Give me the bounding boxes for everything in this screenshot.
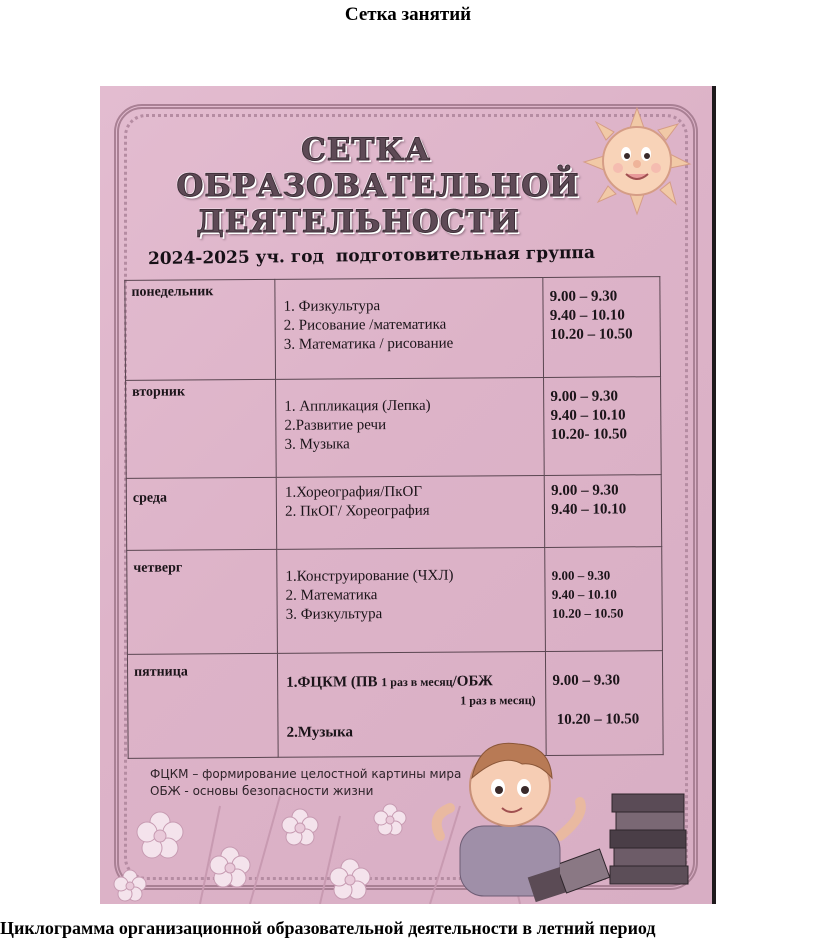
time: 10.20 – 10.50	[549, 326, 633, 343]
subject-main: 1.ФЦКМ (ПВ	[286, 674, 382, 691]
time: 9.40 – 10.10	[550, 407, 626, 424]
subject: 3. Музыка	[284, 436, 350, 453]
table-row	[126, 475, 661, 551]
subject: 1. Физкультура	[283, 298, 381, 315]
time: 9.00 – 9.30	[550, 388, 619, 405]
time: 9.00 – 9.30	[552, 672, 621, 689]
table-row	[127, 547, 663, 655]
subject: 2. Математика	[285, 587, 378, 604]
time: 9.40 – 10.10	[549, 307, 625, 324]
day-thursday: четверг	[127, 549, 278, 654]
subject-tail: /ОБЖ	[452, 673, 493, 690]
times-cell	[545, 475, 662, 548]
subject-note: 1 раз в месяц)	[460, 693, 536, 708]
books-illustration	[560, 776, 690, 896]
document-footer-heading: Циклограмма организационной образовательной деятельности в летний период	[0, 918, 656, 938]
subject: 1.Конструирование (ЧХЛ)	[285, 567, 454, 585]
table-row	[125, 277, 661, 381]
subject: 3. Физкультура	[285, 606, 383, 623]
day-tuesday: вторник	[126, 379, 277, 478]
subject: 1.Хореография/ПкОГ	[284, 483, 423, 501]
group-name: подготовительная группа	[335, 242, 596, 267]
times-cell	[544, 377, 661, 476]
poster-title-line1: СЕТКА	[301, 132, 431, 168]
subjects-cell	[276, 377, 545, 477]
legend-item: ОБЖ - основы безопасности жизни	[150, 784, 374, 798]
day-wednesday: среда	[126, 477, 277, 550]
schedule-poster-photo	[100, 86, 712, 904]
day-monday: понедельник	[125, 279, 276, 380]
table-row	[126, 377, 662, 479]
subject	[286, 672, 541, 693]
time: 9.40 – 10.10	[551, 586, 617, 602]
subjects-cell	[275, 277, 544, 379]
time: 9.40 – 10.10	[551, 501, 627, 518]
subject: 2. Рисование /математика	[283, 316, 447, 334]
subjects-cell	[276, 475, 545, 549]
time: 9.00 – 9.30	[549, 288, 618, 305]
times-cell	[545, 547, 662, 652]
subject-note: 1 раз в месяц	[381, 674, 453, 690]
legend-item: ФЦКМ – формирование целостной картины мира	[150, 767, 462, 781]
time: 10.20- 10.50	[550, 426, 628, 443]
poster-title-line2: ОБРАЗОВАТЕЛЬНОЙ	[176, 168, 580, 204]
time: 10.20 – 10.50	[551, 605, 624, 621]
subject: 2.Развитие речи	[284, 417, 387, 434]
poster-title-line3: ДЕЯТЕЛЬНОСТИ	[196, 204, 520, 240]
times-cell	[543, 277, 660, 378]
subject: 2. ПкОГ/ Хореография	[284, 502, 430, 520]
time: 9.00 – 9.30	[551, 567, 611, 583]
subjects-cell	[277, 547, 546, 653]
day-friday: пятница	[127, 653, 278, 758]
subject: 1. Аппликация (Лепка)	[284, 397, 431, 415]
time: 9.00 – 9.30	[551, 482, 619, 499]
document-title: Сетка занятий	[344, 4, 472, 25]
subject: 3. Математика / рисование	[283, 335, 454, 353]
schedule-table	[124, 276, 663, 759]
school-year: 2024-2025 уч. год	[147, 246, 325, 270]
subject-main: 2.Музыка	[286, 724, 354, 741]
time: 10.20 – 10.50	[556, 711, 640, 728]
